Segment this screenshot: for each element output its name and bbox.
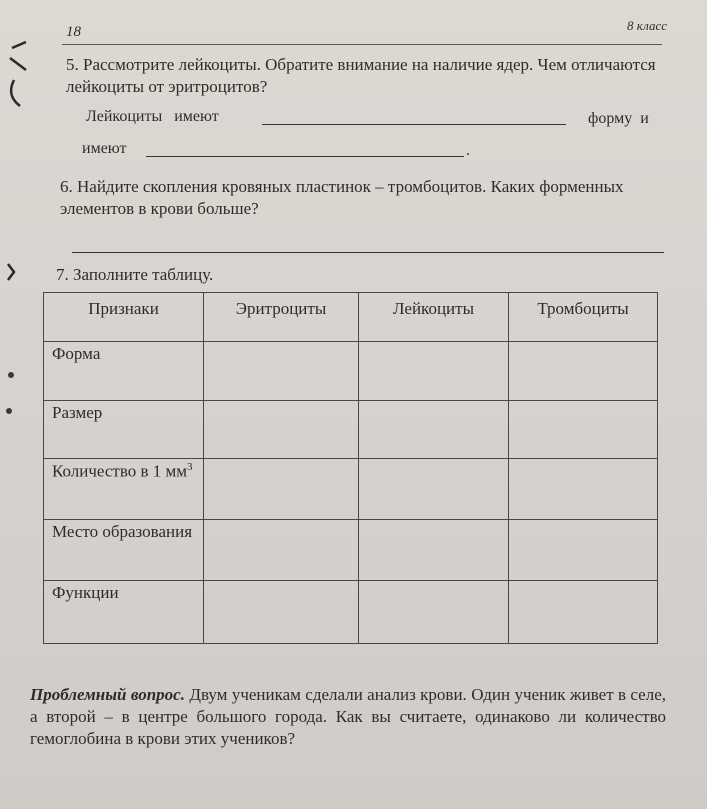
table-cell[interactable] (204, 400, 359, 459)
q5-line1-end: форму и (588, 110, 649, 127)
handwritten-mark-icon (6, 40, 32, 110)
table-cell[interactable] (509, 341, 658, 400)
page-number: 18 (66, 24, 81, 40)
table-cell[interactable] (509, 581, 658, 644)
q5-answer-blank-2[interactable] (146, 156, 464, 157)
table-cell[interactable] (509, 520, 658, 581)
question-5: 5. Рассмотрите лейкоциты. Обратите внимание на наличие ядер. Чем отличаются лейкоциты от эритроцитов? (66, 55, 656, 96)
table-cell[interactable] (359, 341, 509, 400)
row-header (44, 459, 204, 520)
table-cell[interactable] (204, 581, 359, 644)
question-7: 7. Заполните таблицу. (56, 265, 214, 284)
ink-dot (8, 372, 14, 378)
table-cell[interactable] (359, 400, 509, 459)
table-cell[interactable] (359, 520, 509, 581)
row-header: Форма (44, 341, 204, 400)
column-header: Эритроциты (204, 293, 359, 342)
column-header: Тромбоциты (509, 293, 658, 342)
blood-cells-table (43, 292, 658, 644)
table-cell[interactable] (204, 341, 359, 400)
table-cell[interactable] (359, 459, 509, 520)
row-header: Функции (44, 581, 204, 644)
problem-question (30, 684, 666, 750)
table-cell[interactable] (204, 459, 359, 520)
q5-answer-blank-1[interactable] (262, 124, 566, 125)
row-header: Размер (44, 400, 204, 459)
table-cell[interactable] (509, 400, 658, 459)
q5-line2-end: . (466, 142, 470, 159)
grade-label: 8 класс (627, 18, 667, 33)
table-cell[interactable] (204, 520, 359, 581)
column-header: Лейкоциты (359, 293, 509, 342)
row-header: Место образования (44, 520, 204, 581)
row-header-text: Количество в 1 мм (52, 462, 188, 481)
table-cell[interactable] (509, 459, 658, 520)
q6-answer-blank[interactable] (72, 252, 664, 253)
header-divider (62, 44, 662, 45)
q5-line1-start: Лейкоциты имеют (86, 108, 219, 125)
column-header: Признаки (44, 293, 204, 342)
ink-dot (6, 408, 12, 414)
superscript: 3 (187, 461, 193, 474)
table-cell[interactable] (359, 581, 509, 644)
handwritten-tick-icon (4, 262, 20, 282)
problem-text: Двум ученикам сделали анализ крови. Один ученик живет в селе, а второй – в центре большого города. Как вы считаете, одинаково ли количество гемоглобина в крови этих учеников? (30, 685, 666, 748)
question-6: 6. Найдите скопления кровяных пластинок – тромбоцитов. Каких форменных элементов в крови больше? (60, 177, 624, 218)
q5-line2-start: имеют (82, 140, 127, 157)
problem-label: Проблемный вопрос. (30, 685, 185, 704)
